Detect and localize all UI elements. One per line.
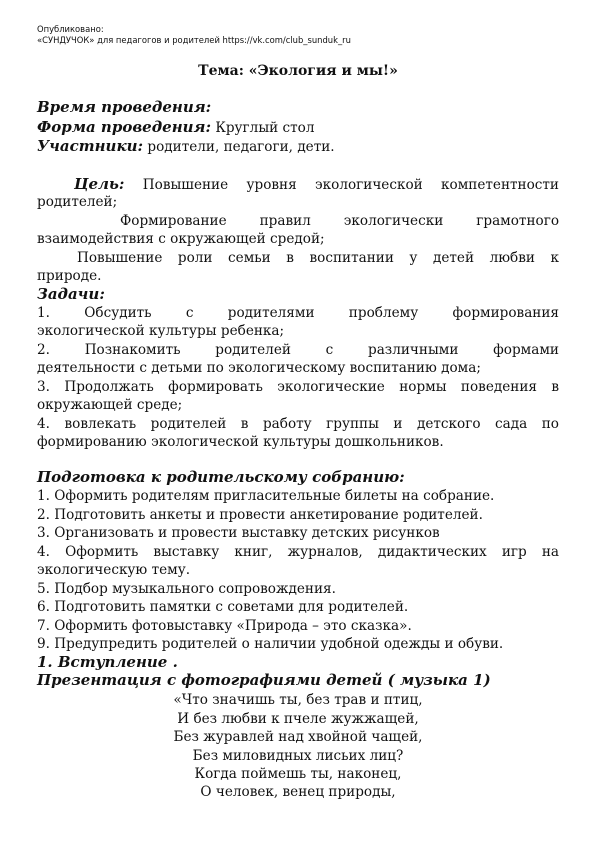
prep-item-1: 1. Оформить родителям пригласительные билеты на собрание. xyxy=(37,488,495,504)
form-label: Форма проведения: xyxy=(37,118,212,136)
goal-line-3: Формирование правил экологически грамотного xyxy=(120,213,559,229)
participants-label: Участники: xyxy=(37,137,144,155)
form-value: Круглый стол xyxy=(211,120,315,136)
preparation-label: Подготовка к родительскому собранию: xyxy=(37,468,405,486)
prep-item-4-line-1: 4. Оформить выставку книг, журналов, дидактических игр на xyxy=(37,544,559,560)
intro-label: 1. Вступление . xyxy=(37,653,178,671)
goal-line-2: родителей; xyxy=(37,194,118,210)
form-line xyxy=(37,118,314,137)
task-4-line-2: формированию экологической культуры дошкольников. xyxy=(37,434,444,450)
time-label: Время проведения: xyxy=(37,98,212,116)
tasks-label: Задачи: xyxy=(37,285,105,303)
document-title: Тема: «Экология и мы!» xyxy=(198,63,398,79)
poem-line: И без любви к пчеле жужжащей, xyxy=(177,711,419,727)
poem-line: Без журавлей над хвойной чащей, xyxy=(173,729,423,745)
goal-line-4: взаимодействия с окружающей средой; xyxy=(37,231,325,247)
task-3-line-1: 3. Продолжать формировать экологические нормы поведения в xyxy=(37,379,559,395)
published-source: «СУНДУЧОК» для педагогов и родителей https://vk.com/club_sunduk_ru xyxy=(37,35,351,45)
task-3-line-2: окружающей среде; xyxy=(37,397,183,413)
participants-line xyxy=(37,137,335,156)
goal-line-6: природе. xyxy=(37,268,102,284)
prep-item-6: 6. Подготовить памятки с советами для родителей. xyxy=(37,599,409,615)
prep-item-7: 7. Оформить фотовыставку «Природа – это сказка». xyxy=(37,618,412,634)
poem-line: Без миловидных лисьих лиц? xyxy=(192,748,404,764)
goal-line-5: Повышение роли семьи в воспитании у детей любви к xyxy=(77,250,559,266)
prep-item-3: 3. Организовать и провести выставку детских рисунков xyxy=(37,525,440,541)
goal-line-1 xyxy=(74,175,559,194)
prep-item-2: 2. Подготовить анкеты и провести анкетирование родителей. xyxy=(37,507,483,523)
participants-value: родители, педагоги, дети. xyxy=(143,139,335,155)
task-1-line-2: экологической культуры ребенка; xyxy=(37,323,285,339)
task-4-line-1: 4. вовлекать родителей в работу группы и детского сада по xyxy=(37,416,559,432)
task-2-line-1: 2. Познакомить родителей с различными формами xyxy=(37,342,559,358)
goal-label: Цель: xyxy=(74,175,125,193)
task-1-line-1: 1. Обсудить с родителями проблему формирования xyxy=(37,305,559,321)
task-2-line-2: деятельности с детьми по экологическому воспитанию дома; xyxy=(37,360,481,376)
time-line xyxy=(37,98,211,117)
poem-line: О человек, венец природы, xyxy=(200,784,396,800)
published-label: Опубликовано: xyxy=(37,24,104,34)
prep-item-4-line-2: экологическую тему. xyxy=(37,562,191,578)
poem-line: «Что значишь ты, без трав и птиц, xyxy=(173,692,423,708)
prep-item-9: 9. Предупредить родителей о наличии удобной одежды и обуви. xyxy=(37,636,504,652)
poem-line: Когда поймешь ты, наконец, xyxy=(194,766,402,782)
prep-item-5: 5. Подбор музыкального сопровождения. xyxy=(37,581,336,597)
goal-text-1: Повышение уровня экологической компетентности xyxy=(124,177,559,193)
presentation-label: Презентация с фотографиями детей ( музыка 1) xyxy=(37,671,491,689)
